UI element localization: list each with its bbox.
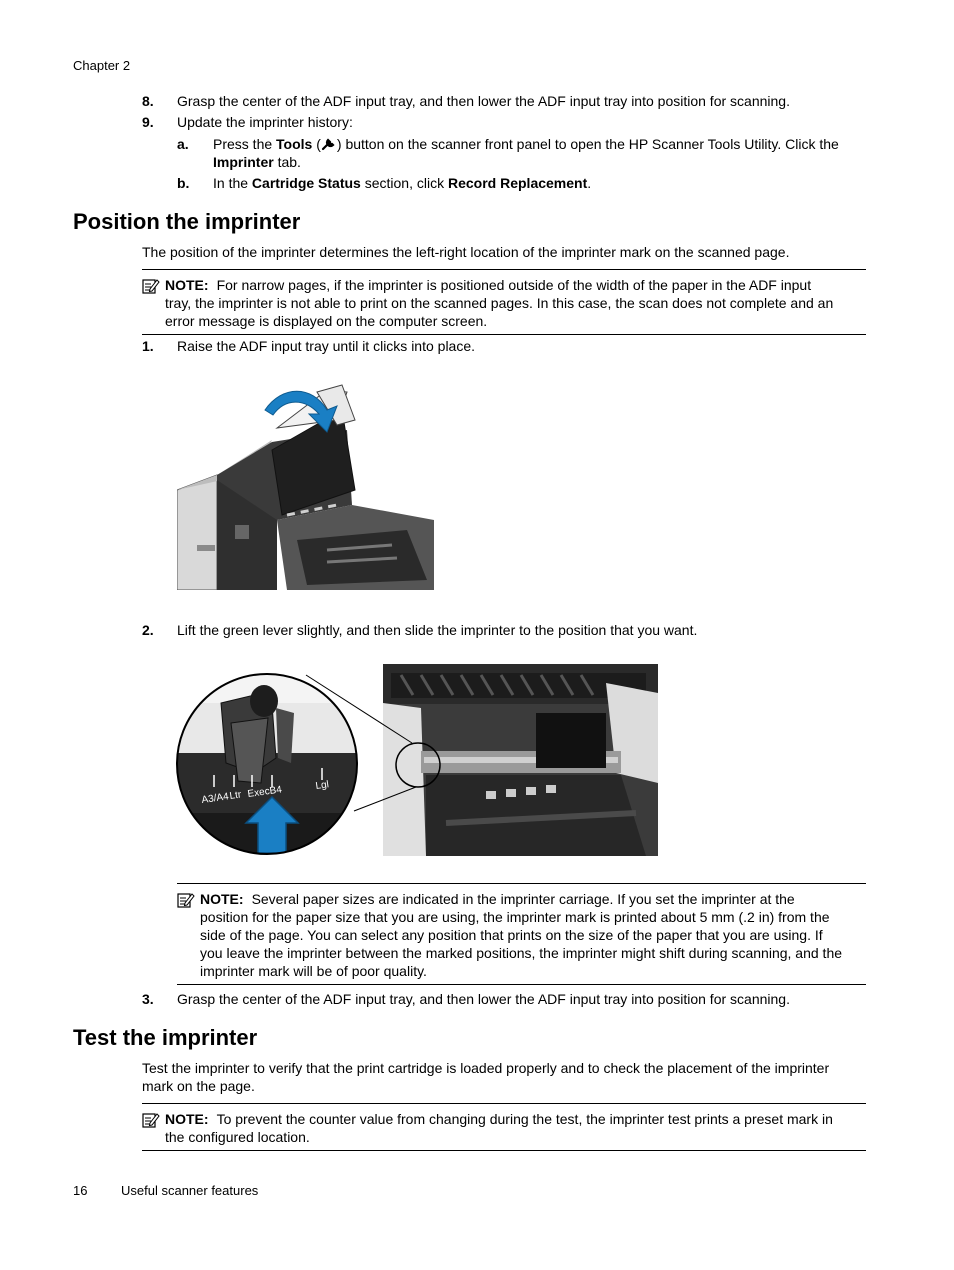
imprinter-position-image — [176, 663, 660, 857]
scanner-adf-raised-image — [177, 380, 434, 590]
size-label-lgl: Lgl — [314, 779, 330, 792]
size-label-ltr: Ltr — [228, 789, 242, 802]
page-number: 16 — [73, 1183, 88, 1198]
note-label: NOTE: — [165, 277, 209, 293]
substep-a-line1: Press the Tools ( ) button on the scanner front panel to open the HP Scanner Tools Utility. Click the — [213, 136, 839, 152]
substep-letter: a. — [177, 136, 189, 152]
section-intro: The position of the imprinter determines the left-right location of the imprinter mark on the scanned page. — [142, 244, 790, 260]
substep-a-line2: Imprinter tab. — [213, 154, 301, 170]
running-header: Chapter 2 — [73, 58, 131, 73]
section-intro-line2: mark on the page. — [142, 1078, 255, 1094]
step-text: Raise the ADF input tray until it clicks into place. — [177, 338, 476, 354]
step-number: 3. — [142, 991, 154, 1007]
size-label-b4: B4 — [268, 784, 283, 797]
note-icon — [142, 1111, 160, 1129]
step-text: Grasp the center of the ADF input tray, and then lower the ADF input tray into position for scanning. — [177, 93, 790, 109]
step-number: 2. — [142, 622, 154, 638]
step-number: 9. — [142, 114, 154, 130]
size-label-a3a4: A3/A4 — [200, 791, 230, 806]
note-box: NOTE: For narrow pages, if the imprinter is positioned outside of the width of the paper in the ADF input tray, the imprinter is not able to print on the scanned pages. In this case, the scan does not complete and an error message is displayed on the computer screen. — [142, 269, 866, 335]
substep-letter: b. — [177, 175, 190, 191]
step-number: 8. — [142, 93, 154, 109]
note-label: NOTE: — [165, 1111, 209, 1127]
step-number: 1. — [142, 338, 154, 354]
substep-b-text: In the Cartridge Status section, click Record Replacement. — [213, 175, 592, 191]
footer-section: Useful scanner features — [121, 1183, 259, 1198]
note-box: NOTE: To prevent the counter value from changing during the test, the imprinter test prints a preset mark in the configured location. — [142, 1103, 866, 1151]
section-intro-line1: Test the imprinter to verify that the print cartridge is loaded properly and to check the placement of the imprinter — [142, 1060, 830, 1076]
section-heading: Test the imprinter — [73, 1025, 258, 1050]
note-label: NOTE: — [200, 891, 244, 907]
step-text: Lift the green lever slightly, and then slide the imprinter to the position that you want. — [177, 622, 698, 638]
note-box: NOTE: Several paper sizes are indicated in the imprinter carriage. If you set the imprinter at the position for the paper size that you are using, the imprinter mark is printed about 5 mm (.2 in) from the side of the page. You can select any position that prints on the size of the paper that you are using. If you leave the imprinter between the marked positions, the imprinter might shift during scanning, and the imprinter mark will be of poor quality. — [177, 883, 866, 985]
size-label-exec: Exec — [246, 785, 271, 800]
step-text: Update the imprinter history: — [177, 114, 353, 130]
wrench-icon — [321, 136, 337, 152]
step-text: Grasp the center of the ADF input tray, and then lower the ADF input tray into position for scanning. — [177, 991, 790, 1007]
note-icon — [177, 891, 195, 909]
section-heading: Position the imprinter — [73, 209, 301, 234]
note-icon — [142, 277, 160, 295]
